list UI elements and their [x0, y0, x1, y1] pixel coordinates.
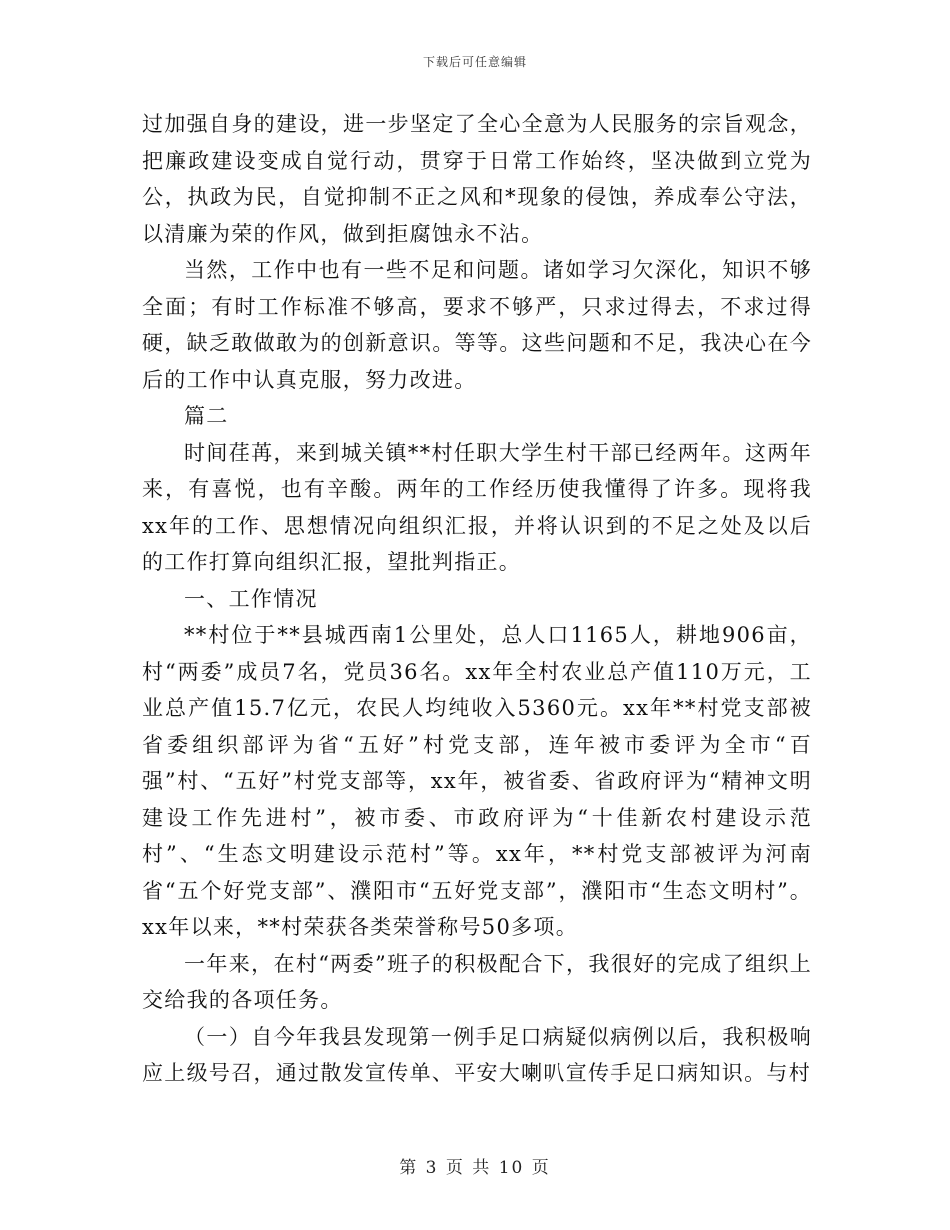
- section-heading-work-status: 一、工作情况: [184, 586, 318, 611]
- paragraph-continuation: 过加强自身的建设，进一步坚定了全心全意为人民服务的宗旨观念，把廉政建设变成自觉行动，贯穿于日常工作始终，坚决做到立党为公，执政为民，自觉抑制不正之风和*现象的侵蚀，养成奉公守法，以清廉为荣的作风，做到拒腐蚀永不沾。: [142, 112, 812, 246]
- paragraph-year-summary: 一年来，在村“两委”班子的积极配合下，我很好的完成了组织上交给我的各项任务。: [142, 951, 812, 1012]
- page-header: 下载后可任意编辑: [422, 55, 527, 69]
- paragraph-shortcomings: 当然，工作中也有一些不足和问题。诸如学习欠深化，知识不够全面；有时工作标准不够高，要求不够严，只求过得去，不求过得硬，缺乏敢做敢为的创新意识。等等。这些问题和不足，我决心在今后的工作中认真克服，努力改进。: [142, 258, 812, 392]
- section-title-part-two: 篇二: [184, 404, 229, 428]
- page-number: 第 3 页 共 10 页: [399, 1158, 551, 1178]
- document-body: [142, 106, 812, 1092]
- paragraph-village-overview: **村位于**县城西南1公里处，总人口1165人，耕地906亩，村“两委”成员7名，党员36名。xx年全村农业总产值110万元，工业总产值15.7亿元，农民人均纯收入5360元。xx年**村党支部被省委组织部评为省“五好”村党支部，连年被市委评为全市“百强”村、“五好”村党支部等，xx年，被省委、省政府评为“精神文明建设工作先进村”，被市委、市政府评为“十佳新农村建设示范村”、“生态文明建设示范村”等。xx年，**村党支部被评为河南省“五个好党支部”、濮阳市“五好党支部”，濮阳市“生态文明村”。xx年以来，**村荣获各类荣誉称号50多项。: [142, 623, 812, 939]
- paragraph-intro: 时间荏苒，来到城关镇**村任职大学生村干部已经两年。这两年来，有喜悦，也有辛酸。两年的工作经历使我懂得了许多。现将我xx年的工作、思想情况向组织汇报，并将认识到的不足之处及以后的工作打算向组织汇报，望批判指正。: [142, 440, 812, 574]
- paragraph-item-one: （一）自今年我县发现第一例手足口病疑似病例以后，我积极响应上级号召，通过散发宣传单、平安大喇叭宣传手足口病知识。与村: [142, 1024, 812, 1085]
